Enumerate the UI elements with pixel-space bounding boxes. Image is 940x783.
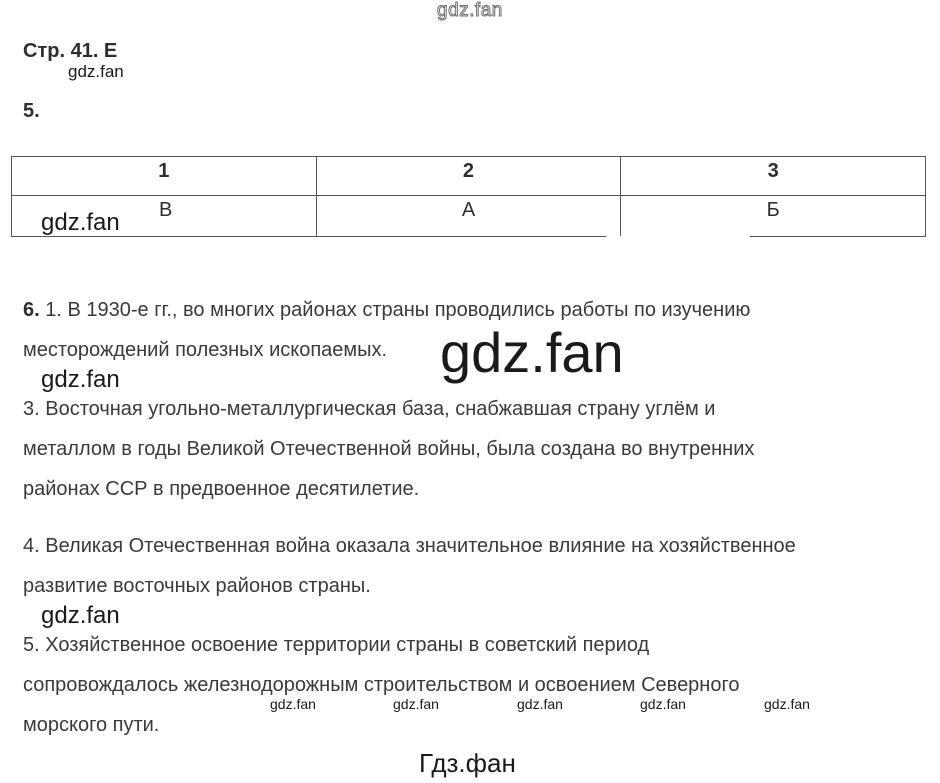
page-heading: Стр. 41. Е <box>23 40 118 62</box>
watermark-footer: gdz.fan <box>640 696 686 712</box>
watermark-footer: gdz.fan <box>270 696 316 712</box>
task6-item-text: месторождений полезных ископаемых. <box>23 339 388 361</box>
task6-item-1 <box>23 290 750 370</box>
watermark-footer: gdz.fan <box>517 696 563 712</box>
task6-item-text: 4. Великая Отечественная война оказала значительное влияние на хозяйственное <box>23 535 796 557</box>
task6-number: 6. <box>23 299 40 321</box>
table-row <box>12 196 926 237</box>
watermark-footer: gdz.fan <box>393 696 439 712</box>
table-header-cell: 1 <box>12 157 317 196</box>
table-header-row <box>12 157 926 196</box>
answer-table <box>11 156 926 237</box>
task5-number: 5. <box>23 100 40 122</box>
watermark-after-item1: gdz.fan <box>41 366 120 393</box>
table-header-cell: 2 <box>316 157 621 196</box>
task6-item-5 <box>23 625 739 745</box>
task6-item-1-line <box>23 290 750 330</box>
watermark-after-item4: gdz.fan <box>41 602 120 629</box>
table-header-cell: 3 <box>621 157 926 196</box>
watermark-center: gdz.fan <box>440 321 624 384</box>
task6-item-text: районах ССР в предвоенное десятилетие. <box>23 478 420 500</box>
task6-item-text: металлом в годы Великой Отечественной войны, была создана во внутренних <box>23 438 755 460</box>
watermark-table: gdz.fan <box>41 209 120 236</box>
task6-item-text: морского пути. <box>23 714 160 736</box>
task6-item-text: 1. В 1930-е гг., во многих районах страны проводились работы по изучению <box>39 299 751 321</box>
task6-item-text: 3. Восточная угольно-металлургическая база, снабжавшая страну углём и <box>23 398 716 420</box>
task6-item-text: развитие восточных районов страны. <box>23 575 371 597</box>
watermark-bottom: Гдз.фан <box>419 748 516 778</box>
task6-item-text: сопровождалось железнодорожным строительством и освоением Северного <box>23 674 740 696</box>
task6-item-text: 5. Хозяйственное освоение территории страны в советский период <box>23 634 650 656</box>
table-blot <box>608 236 750 242</box>
table-cell: А <box>316 196 621 237</box>
watermark-under-heading: gdz.fan <box>68 62 124 81</box>
table-cell: В <box>12 196 317 237</box>
task6-item-3 <box>23 389 754 509</box>
watermark-top: gdz.fan <box>437 0 503 21</box>
task6-item-4 <box>23 526 796 606</box>
watermark-footer: gdz.fan <box>764 696 810 712</box>
table-cell: Б <box>621 196 926 237</box>
